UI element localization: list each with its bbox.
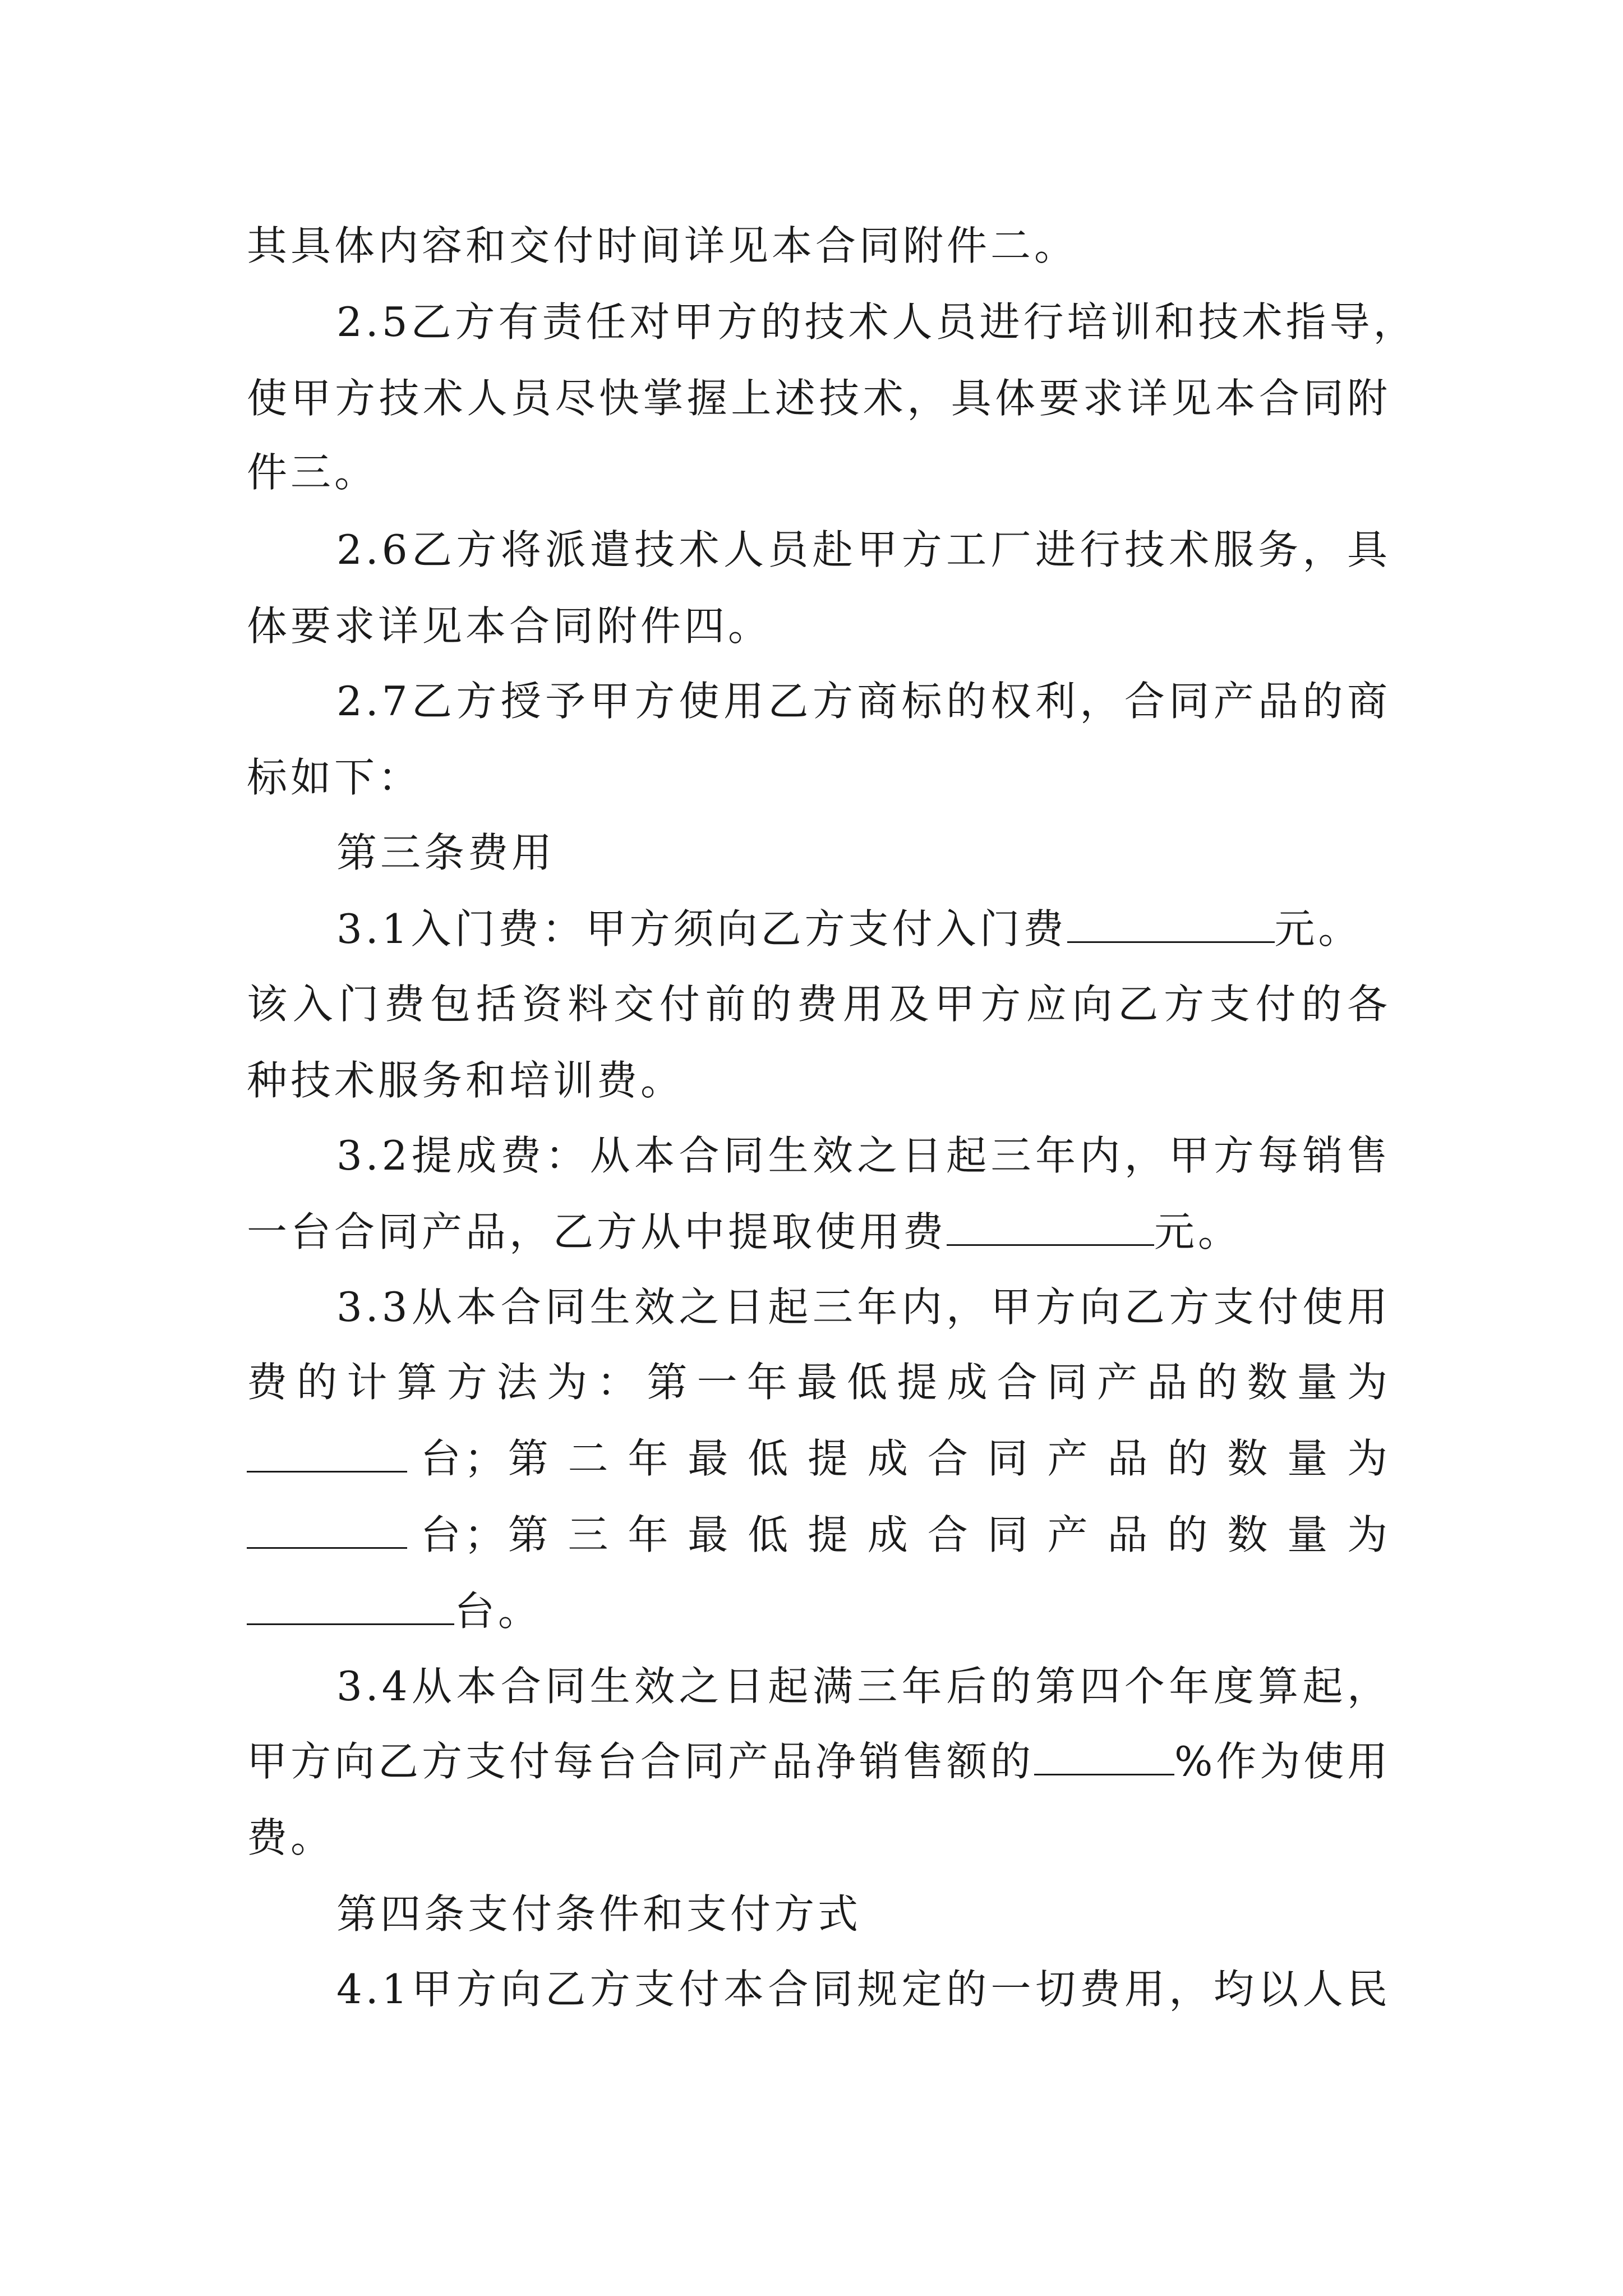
text-line <box>247 1583 1391 1639</box>
blank-percent-field <box>1034 1739 1174 1775</box>
text-line <box>247 1430 1391 1487</box>
clause-2-7: 2.7乙方授予甲方使用乙方商标的权利，合同产品的商 <box>336 678 1391 725</box>
text-line: 该入门费包括资料交付前的费用及甲方应向乙方支付的各 <box>247 981 1391 1028</box>
text-line: 费。 <box>247 1814 335 1861</box>
text-line <box>247 1204 1391 1260</box>
text-segment: 台；第 三 年 最 低 提 成 合 同 产 品 的 数 量 为 <box>420 1511 1391 1558</box>
section-heading-4: 第四条支付条件和支付方式 <box>336 1890 862 1938</box>
text-line: 体要求详见本合同附件四。 <box>247 602 772 650</box>
text-segment: %作为使用 <box>1174 1738 1391 1785</box>
text-segment: 甲方向乙方支付每台合同产品净销售额的 <box>247 1738 1035 1785</box>
text-line: 件三。 <box>247 449 379 496</box>
blank-quantity-field <box>247 1436 407 1473</box>
clause-3-3: 3.3从本合同生效之日起三年内，甲方向乙方支付使用 <box>336 1283 1391 1331</box>
clause-2-6: 2.6乙方将派遣技术人员赴甲方工厂进行技术服务，具 <box>336 526 1391 573</box>
text-segment: 台；第 二 年 最 低 提 成 合 同 产 品 的 数 量 为 <box>420 1435 1391 1482</box>
clause-3-1 <box>336 901 1391 957</box>
clause-3-2: 3.2提成费：从本合同生效之日起三年内，甲方每销售 <box>336 1132 1391 1179</box>
text-segment: 3.1入门费：甲方须向乙方支付入门费 <box>336 905 1067 953</box>
text-segment: 元。 <box>1274 905 1362 953</box>
section-heading-3: 第三条费用 <box>336 829 556 876</box>
clause-2-5: 2.5乙方有责任对甲方的技术人员进行培训和技术指导， <box>336 298 1417 346</box>
blank-amount-field <box>947 1209 1154 1246</box>
text-segment: 台。 <box>454 1588 542 1635</box>
text-line: 种技术服务和培训费。 <box>247 1057 685 1104</box>
text-line: 标如下： <box>247 754 422 801</box>
text-segment: 元。 <box>1154 1208 1242 1255</box>
text-line <box>247 1733 1391 1789</box>
blank-quantity-field <box>247 1512 407 1549</box>
text-segment: 一台合同产品，乙方从中提取使用费 <box>247 1208 947 1255</box>
text-line <box>247 1507 1391 1563</box>
clause-3-4: 3.4从本合同生效之日起满三年后的第四个年度算起， <box>336 1663 1391 1710</box>
text-line: 其具体内容和交付时间详见本合同附件二。 <box>247 222 1078 269</box>
blank-amount-field <box>1067 907 1275 943</box>
blank-quantity-field <box>247 1589 454 1625</box>
text-line: 费的计算方法为：第一年最低提成合同产品的数量为 <box>247 1359 1391 1406</box>
clause-4-1: 4.1甲方向乙方支付本合同规定的一切费用，均以人民 <box>336 1966 1391 2013</box>
text-line: 使甲方技术人员尽快掌握上述技术，具体要求详见本合同附 <box>247 375 1391 422</box>
